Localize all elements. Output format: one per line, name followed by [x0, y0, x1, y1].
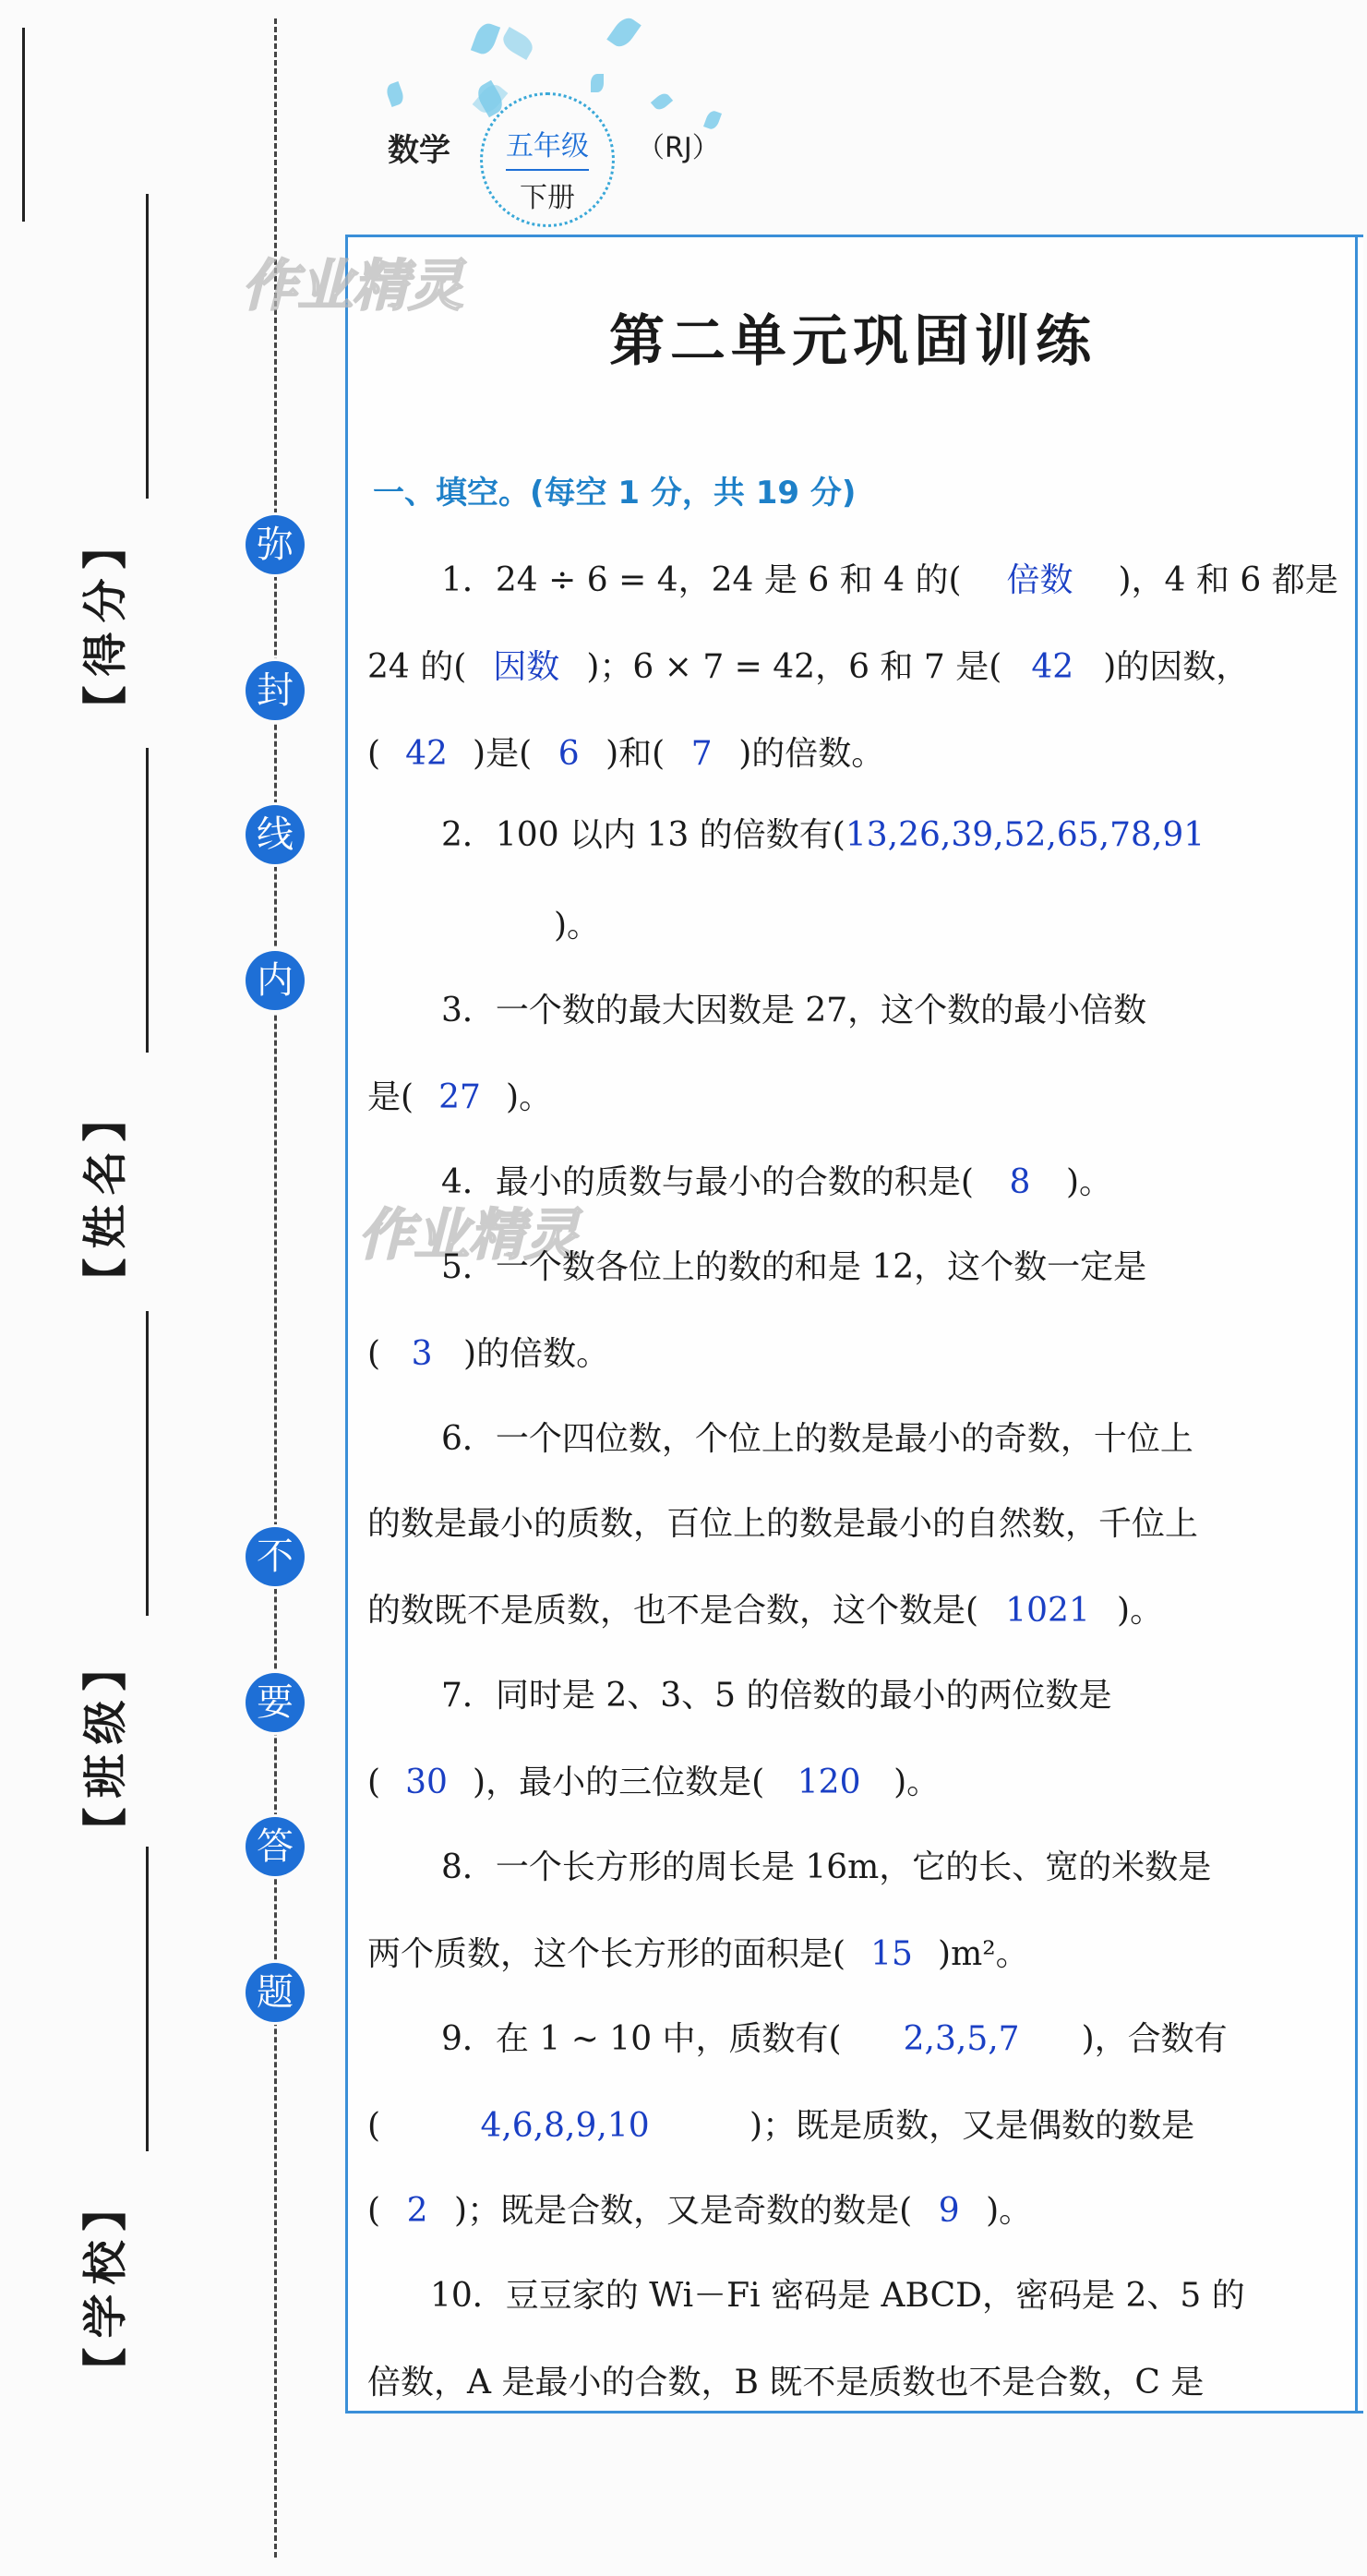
subject-label: 数学 [388, 132, 450, 169]
score-field-label: 【得分】 [79, 515, 132, 730]
frame-edge [1355, 235, 1358, 2411]
leaf-icon [499, 27, 536, 60]
seal-char: 线 [246, 805, 305, 864]
q1-text: )的因数， [1103, 648, 1250, 686]
question-line [367, 641, 1249, 688]
class-line [146, 1311, 149, 1616]
class-field-label: 【班级】 [79, 1637, 132, 1852]
section-heading: 一、填空。(每空 1 分，共 19 分) [373, 475, 857, 512]
q7-text: ( [367, 1763, 381, 1801]
school-field-label: 【学校】 [79, 2177, 132, 2392]
question-line [441, 1241, 1146, 1288]
q10-text: 10．豆豆家的 Wi－Fi 密码是 ABCD，密码是 2、5 的 [430, 2277, 1245, 2315]
question-line [367, 1756, 940, 1803]
page-title: 第二单元巩固训练 [609, 309, 1097, 374]
answer: 6 [558, 735, 580, 773]
score-line [146, 194, 149, 499]
seal-char: 封 [246, 661, 305, 720]
q1-text: )和( [606, 735, 666, 773]
q6-text: 的数既不是质数，也不是合数，这个数是( [367, 1592, 979, 1630]
q6-text: 6．一个四位数，个位上的数是最小的奇数，十位上 [441, 1420, 1193, 1458]
answer: 27 [438, 1078, 481, 1116]
q9-text: ( [367, 2107, 381, 2145]
q8-text: )m²。 [938, 1935, 1029, 1973]
answer: 30 [405, 1763, 448, 1801]
seal-char: 答 [246, 1817, 305, 1876]
question-line [367, 2356, 1204, 2403]
q9-text: )；既是合数，又是奇数的数是( [454, 2192, 913, 2230]
answer: 因数 [493, 648, 560, 686]
leaf-icon [606, 14, 642, 51]
answer: 1021 [1005, 1592, 1090, 1630]
school-line [146, 1847, 149, 2151]
q2-text: )。 [554, 907, 601, 945]
leaf-icon [591, 74, 604, 92]
seal-char: 不 [246, 1527, 305, 1586]
q5-text: 5．一个数各位上的数的和是 12，这个数一定是 [441, 1248, 1147, 1286]
q9-text: )，合数有 [1081, 2020, 1228, 2058]
answer: 7 [690, 735, 713, 773]
q5-text: )的倍数。 [463, 1335, 610, 1373]
q6-text: )。 [1117, 1592, 1164, 1630]
watermark-logo: 作业精灵 [242, 254, 463, 319]
question-line [430, 2269, 1245, 2317]
q6-text: 的数是最小的质数，百位上的数是最小的自然数，千位上 [367, 1505, 1199, 1543]
answer: 42 [405, 735, 448, 773]
grade-bottom: 下册 [506, 169, 589, 215]
q1-text: )是( [473, 735, 533, 773]
q9-text: 9．在 1 ~ 10 中，质数有( [441, 2020, 842, 2058]
question-line [441, 984, 1146, 1031]
question-line [367, 2185, 1032, 2232]
q1-text: )，4 和 6 都是 [1118, 561, 1338, 599]
answer: 2 [406, 2192, 428, 2230]
question-line [367, 1328, 609, 1375]
answer: 9 [938, 2192, 960, 2230]
q7-text: )，最小的三位数是( [473, 1763, 765, 1801]
question-line [367, 1498, 1198, 1545]
edition-label: （RJ） [637, 132, 720, 164]
grade-top: 五年级 [506, 130, 589, 163]
seal-char: 要 [246, 1673, 305, 1732]
q1-text: 1．24 ÷ 6 = 4，24 是 6 和 4 的( [441, 561, 962, 599]
question-line [367, 1584, 1163, 1631]
answer: 2,3,5,7 [903, 2020, 1020, 2058]
question-line [441, 2013, 1228, 2060]
leaf-icon [471, 20, 500, 56]
binding-margin [0, 0, 277, 2576]
question-line [367, 1928, 1029, 1975]
q3-text: 3．一个数的最大因数是 27，这个数的最小倍数 [441, 992, 1147, 1029]
book-header [369, 37, 831, 212]
q8-text: 两个质数，这个长方形的面积是( [367, 1935, 846, 1973]
q7-text: )。 [893, 1763, 941, 1801]
answer: 42 [1031, 648, 1074, 686]
q5-text: ( [367, 1335, 381, 1373]
q7-text: 7．同时是 2、3、5 的倍数的最小的两位数是 [441, 1677, 1112, 1715]
question-line [441, 809, 1205, 856]
question-line [367, 2100, 1194, 2147]
q4-text: 4．最小的质数与最小的合数的积是( [441, 1163, 974, 1201]
leaf-icon [384, 81, 405, 107]
answer: 4,6,8,9,10 [480, 2107, 650, 2145]
q9-text: )；既是质数，又是偶数的数是 [749, 2107, 1195, 2145]
q1-text: 24 的( [367, 648, 467, 686]
name-field-label: 【姓名】 [79, 1088, 132, 1303]
margin-rule [22, 28, 25, 222]
watermark-logo: 作业精灵 [358, 1203, 580, 1268]
cut-line [274, 18, 277, 2558]
question-line [441, 1156, 1112, 1203]
seal-char: 弥 [246, 515, 305, 574]
q1-text: )的倍数。 [738, 735, 885, 773]
answer: 13,26,39,52,65,78,91 [845, 816, 1205, 854]
q10-text: 倍数，A 是最小的合数，B 既不是质数也不是合数，C 是 [367, 2364, 1205, 2401]
q3-text: )。 [506, 1078, 553, 1116]
leaf-icon [651, 90, 673, 113]
q4-text: )。 [1065, 1163, 1112, 1201]
q3-text: 是( [367, 1078, 414, 1116]
answer: 15 [870, 1935, 913, 1973]
q2-text: 2．100 以内 13 的倍数有( [441, 816, 845, 854]
q1-text: ( [367, 735, 381, 773]
question-line [441, 1413, 1193, 1460]
grade-badge [480, 92, 615, 227]
question-line [441, 1669, 1112, 1716]
q9-text: ( [367, 2192, 381, 2230]
q1-text: )；6 × 7 = 42，6 和 7 是( [586, 648, 1002, 686]
name-line [146, 748, 149, 1053]
q8-text: 8．一个长方形的周长是 16m，它的长、宽的米数是 [441, 1848, 1212, 1886]
question-line [554, 899, 600, 946]
question-line [441, 1841, 1211, 1888]
q9-text: )。 [986, 2192, 1033, 2230]
answer: 120 [797, 1763, 861, 1801]
question-line [367, 728, 884, 775]
question-line [367, 1071, 552, 1118]
answer: 8 [1009, 1163, 1031, 1201]
seal-char: 内 [246, 951, 305, 1010]
answer: 3 [411, 1335, 433, 1373]
answer: 倍数 [1006, 561, 1073, 599]
question-line [441, 554, 1338, 601]
seal-char: 题 [246, 1963, 305, 2022]
